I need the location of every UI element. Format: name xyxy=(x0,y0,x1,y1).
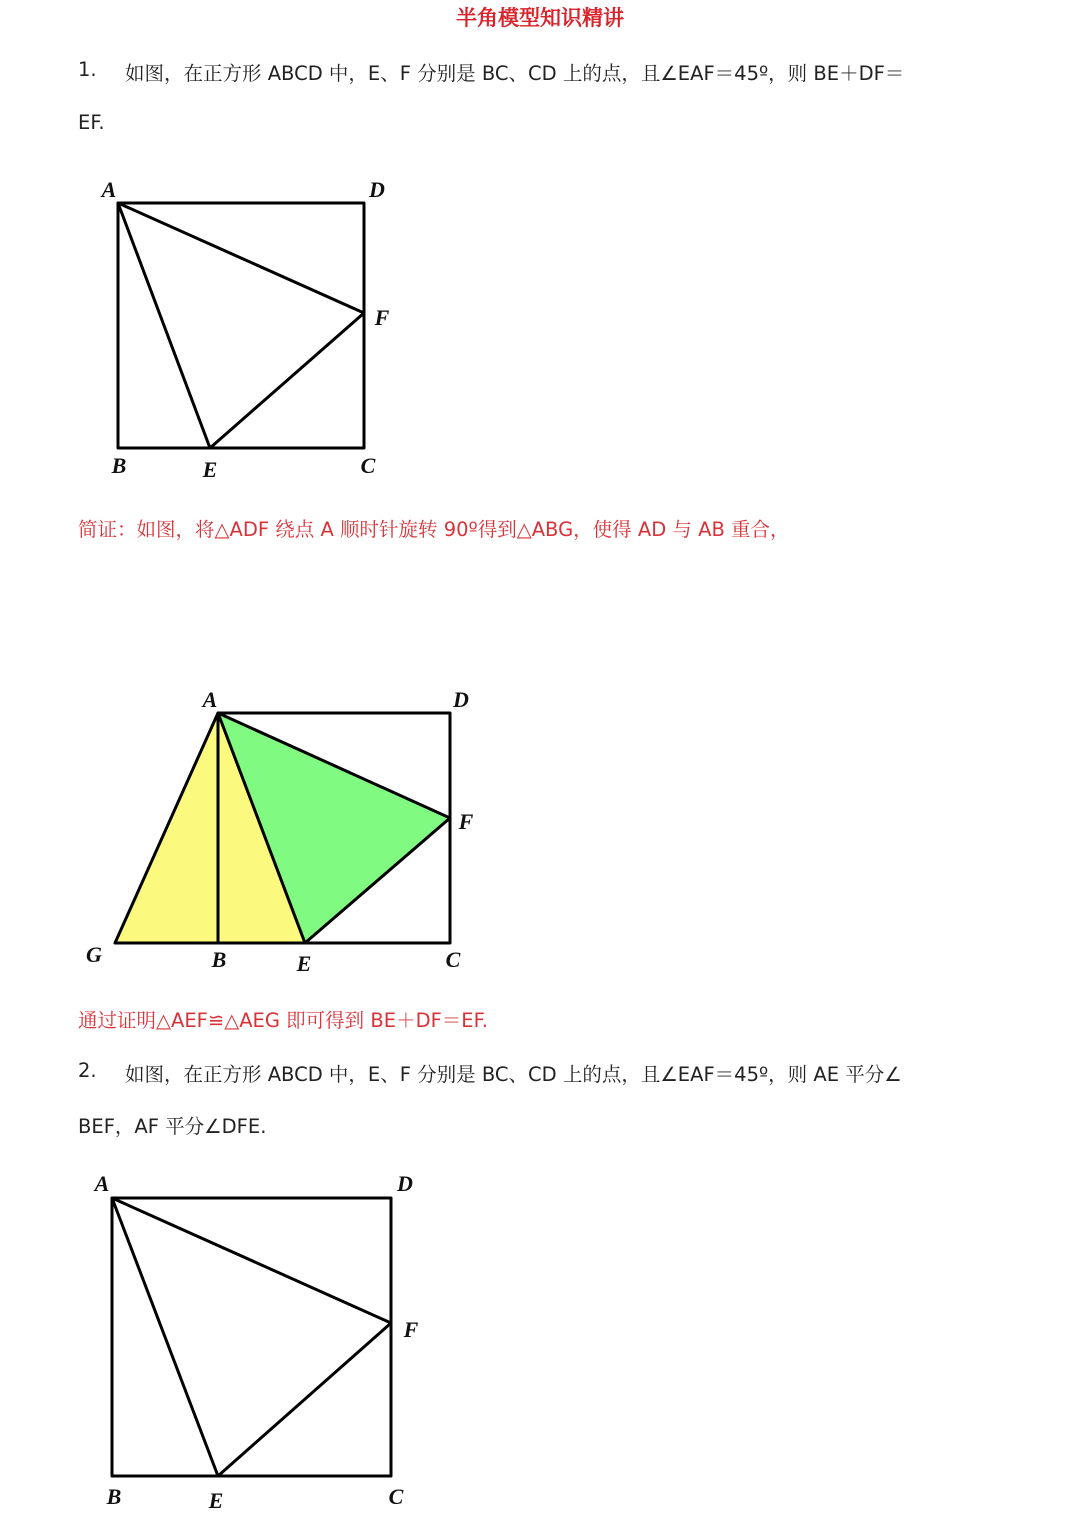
label-a: A xyxy=(101,177,117,202)
problem-2-number: 2. xyxy=(78,1059,97,1082)
problem-2-line-2: BEF，AF 平分∠DFE. xyxy=(78,1115,267,1138)
label-d: D xyxy=(453,687,469,712)
problem-2-text: 如图，在正方形 ABCD 中，E、F 分别是 BC、CD 上的点，且∠EAF＝45º，则 AE 平分∠ xyxy=(125,1063,902,1086)
figure-2 xyxy=(86,687,474,976)
problem-1-line-2: EF. xyxy=(78,111,105,134)
problem-1-number: 1. xyxy=(78,58,97,81)
problem-1-text: 如图，在正方形 ABCD 中，E、F 分别是 BC、CD 上的点，且∠EAF＝45º，则 BE＋DF＝ xyxy=(125,62,905,85)
square-abcd xyxy=(118,203,364,448)
label-c: C xyxy=(360,453,376,478)
label-e: E xyxy=(208,1488,224,1513)
label-b: B xyxy=(111,453,127,478)
label-e: E xyxy=(296,951,312,976)
figure-1 xyxy=(100,177,390,482)
label-a: A xyxy=(94,1171,110,1196)
label-f: F xyxy=(403,1317,419,1342)
proof-1-line-1: 简证：如图，将△ADF 绕点 A 顺时针旋转 90º得到△ABG，使得 AD 与 AB 重合， xyxy=(78,518,790,541)
label-f: F xyxy=(458,809,474,834)
page-title: 半角模型知识精讲 xyxy=(456,5,624,30)
label-f: F xyxy=(374,305,390,330)
square-abcd xyxy=(112,1198,391,1476)
label-e: E xyxy=(202,457,218,482)
label-c: C xyxy=(388,1484,404,1509)
label-b: B xyxy=(106,1484,122,1509)
label-a: A xyxy=(202,687,218,712)
label-d: D xyxy=(369,177,385,202)
label-c: C xyxy=(445,947,461,972)
label-g: G xyxy=(86,942,102,967)
triangle-aef xyxy=(118,203,364,448)
triangle-aef xyxy=(112,1198,391,1476)
label-b: B xyxy=(211,947,227,972)
proof-1-line-2: 通过证明△AEF≌△AEG 即可得到 BE＋DF＝EF. xyxy=(78,1009,488,1032)
figure-3 xyxy=(93,1171,419,1513)
label-d: D xyxy=(397,1171,413,1196)
